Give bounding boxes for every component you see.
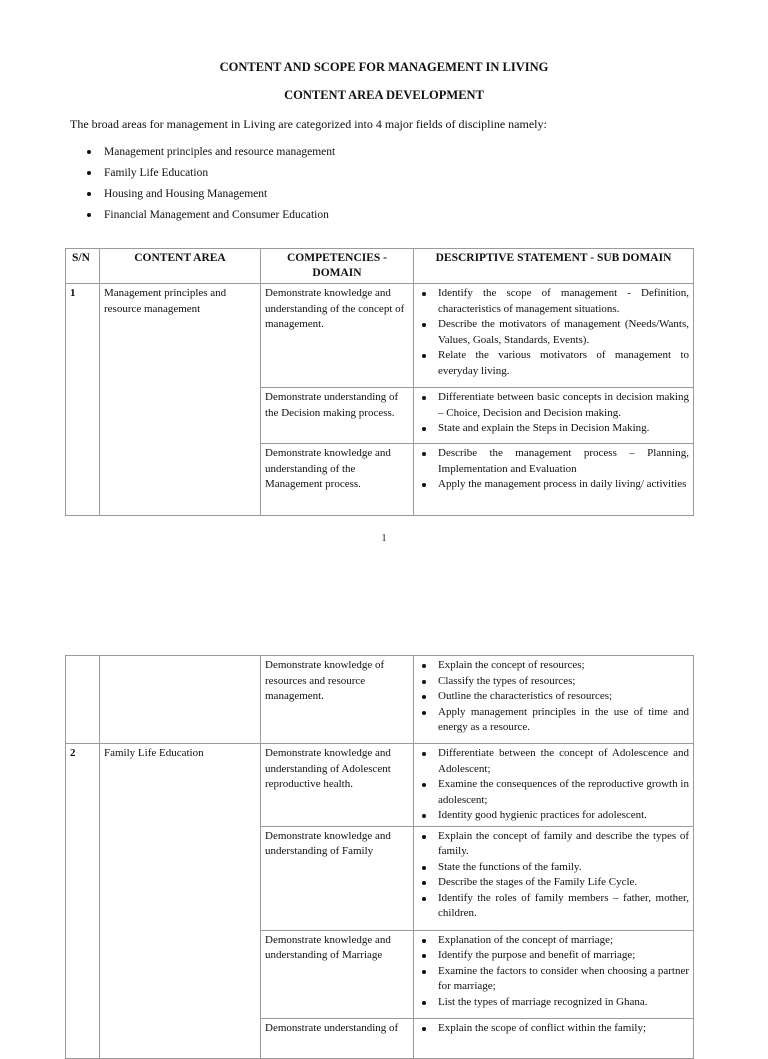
descriptive-cell — [414, 1018, 694, 1058]
document-page-2 — [0, 580, 768, 1034]
content-area-cell: Management principles and resource management — [100, 284, 261, 516]
statement-item: List the types of marriage recognized in Ghana. — [418, 995, 689, 1011]
document-subtitle: CONTENT AREA DEVELOPMENT — [284, 88, 484, 102]
header-competencies: COMPETENCIES - DOMAIN — [261, 249, 414, 284]
content-table-page-1 — [65, 248, 694, 516]
content-table-page-2 — [65, 655, 694, 1059]
statement-item: Apply management principles in the use of time and energy as a resource. — [418, 705, 689, 736]
descriptive-cell — [414, 656, 694, 744]
descriptive-cell — [414, 284, 694, 388]
competency-cell: Demonstrate knowledge and understanding of the Management process. — [261, 444, 414, 516]
statement-item: Identify the purpose and benefit of marriage; — [418, 948, 689, 964]
descriptive-cell — [414, 444, 694, 516]
header-descriptive-statement: DESCRIPTIVE STATEMENT - SUB DOMAIN — [414, 249, 694, 284]
statement-item: Identify the roles of family members – father, mother, children. — [418, 891, 689, 922]
competency-cell: Demonstrate understanding of the Decision making process. — [261, 388, 414, 444]
statement-item: Explain the scope of conflict within the family; — [418, 1021, 689, 1037]
document-title: CONTENT AND SCOPE FOR MANAGEMENT IN LIVING — [219, 60, 549, 74]
sn-cell: 1 — [66, 284, 100, 516]
intro-paragraph: The broad areas for management in Living are categorized into 4 major fields of discipline namely: — [70, 117, 547, 131]
descriptive-cell — [414, 826, 694, 930]
descriptive-cell — [414, 388, 694, 444]
table-row — [66, 656, 694, 744]
competency-cell: Demonstrate knowledge of resources and resource management. — [261, 656, 414, 744]
sn-cell — [66, 656, 100, 744]
table-row — [66, 284, 694, 388]
competency-cell: Demonstrate knowledge and understanding of Family — [261, 826, 414, 930]
statement-item: Differentiate between the concept of Adolescence and Adolescent; — [418, 746, 689, 777]
table-row — [66, 744, 694, 827]
table-header-row — [66, 249, 694, 284]
statement-item: Explanation of the concept of marriage; — [418, 933, 689, 949]
competency-cell: Demonstrate knowledge and understanding of the concept of management. — [261, 284, 414, 388]
header-content-area: CONTENT AREA — [100, 249, 261, 284]
statement-item: Describe the management process – Planning, Implementation and Evaluation — [418, 446, 689, 477]
statement-item: Differentiate between basic concepts in decision making – Choice, Decision and Decision making. — [418, 390, 689, 421]
statement-item: Identify the scope of management - Definition, characteristics of management situations. — [418, 286, 689, 317]
page-number: 1 — [381, 533, 387, 544]
statement-item: Explain the concept of resources; — [418, 658, 689, 674]
list-item: Management principles and resource management — [84, 144, 335, 165]
competency-cell: Demonstrate knowledge and understanding of Adolescent reproductive health. — [261, 744, 414, 827]
statement-item: Examine the consequences of the reproductive growth in adolescent; — [418, 777, 689, 808]
header-sn: S/N — [66, 249, 100, 284]
statement-item: Identity good hygienic practices for adolescent. — [418, 808, 689, 824]
statement-item: State and explain the Steps in Decision Making. — [418, 421, 689, 437]
statement-item: Explain the concept of family and describe the types of family. — [418, 829, 689, 860]
content-area-cell: Family Life Education — [100, 744, 261, 1059]
list-item: Housing and Housing Management — [84, 186, 335, 207]
statement-item: Examine the factors to consider when choosing a partner for marriage; — [418, 964, 689, 995]
statement-item: Apply the management process in daily living/ activities — [418, 477, 689, 493]
competency-cell: Demonstrate knowledge and understanding of Marriage — [261, 930, 414, 1018]
list-item: Family Life Education — [84, 165, 335, 186]
statement-item: Outline the characteristics of resources; — [418, 689, 689, 705]
content-area-cell — [100, 656, 261, 744]
statement-item: Classify the types of resources; — [418, 674, 689, 690]
statement-item: Describe the stages of the Family Life Cycle. — [418, 875, 689, 891]
competency-cell: Demonstrate understanding of — [261, 1018, 414, 1058]
descriptive-cell — [414, 744, 694, 827]
sn-cell: 2 — [66, 744, 100, 1059]
descriptive-cell — [414, 930, 694, 1018]
statement-item: Relate the various motivators of management to everyday living. — [418, 348, 689, 379]
list-item: Financial Management and Consumer Education — [84, 207, 335, 228]
statement-item: Describe the motivators of management (Needs/Wants, Values, Goals, Standards, Events). — [418, 317, 689, 348]
statement-item: State the functions of the family. — [418, 860, 689, 876]
areas-list — [84, 144, 335, 228]
